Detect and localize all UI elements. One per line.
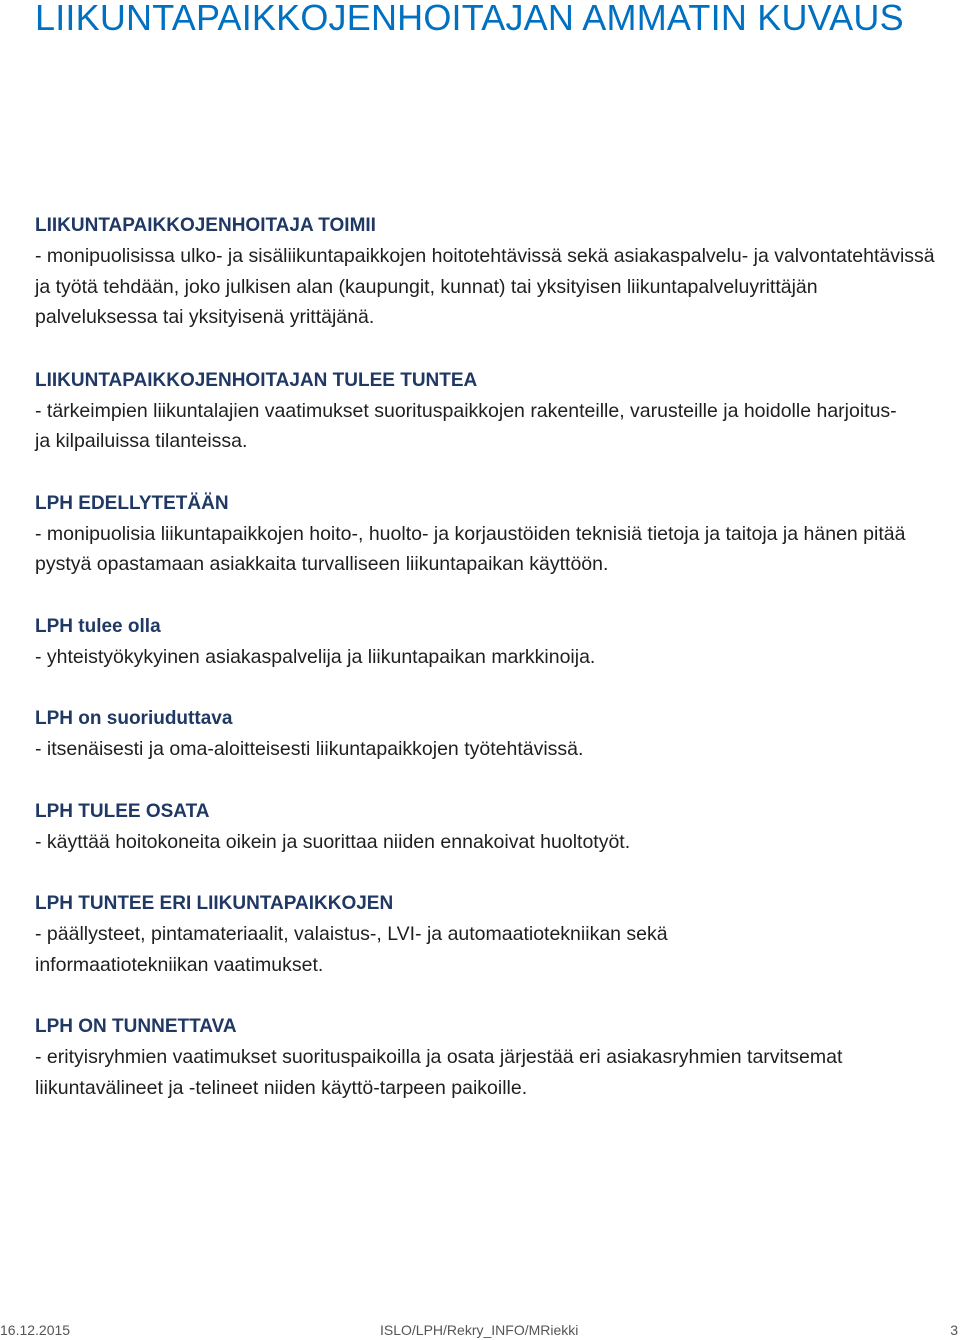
section-heading: LIIKUNTAPAIKKOJENHOITAJAN TULEE TUNTEA <box>35 369 478 391</box>
section-heading: LIIKUNTAPAIKKOJENHOITAJA TOIMII <box>35 215 376 236</box>
footer-source: ISLO/LPH/Rekry_INFO/MRiekki <box>380 1322 579 1338</box>
section-body: - tärkeimpien liikuntalajien vaatimukset suorituspaikkojen rakenteille, varusteille ja hoidolle harjoitus- ja kilpailuissa tilanteissa. <box>35 399 897 452</box>
page-number: 3 <box>950 1322 958 1338</box>
footer-date: 16.12.2015 <box>0 1322 71 1338</box>
section-body: - käyttää hoitokoneita oikein ja suorittaa niiden ennakoivat huoltotyöt. <box>35 830 631 853</box>
section-body: - monipuolisia liikuntapaikkojen hoito-, huolto- ja korjaustöiden teknisiä tietoja ja taitoja ja hänen pitää pystyä opastamaan asiakkaita turvalliseen liikuntapaikan käyttöön. <box>35 522 906 575</box>
section-heading: LPH on suoriuduttava <box>35 708 233 729</box>
section-tulee-olla <box>35 611 955 673</box>
section-body: - monipuolisissa ulko- ja sisäliikuntapaikkojen hoitotehtävissä sekä asiakaspalvelu- ja valvontatehtävissä ja työtä tehdään, joko julkisen alan (kaupungit, kunnat) tai yksityisen liikuntapalveluyrittäjän palveluksessa tai yksityisenä yrittäjänä. <box>35 245 935 328</box>
section-heading: LPH EDELLYTETÄÄN <box>35 492 229 514</box>
section-edellytetaan <box>35 488 955 580</box>
section-heading: LPH ON TUNNETTAVA <box>35 1016 237 1037</box>
section-body: - päällysteet, pintamateriaalit, valaistus-, LVI- ja automaatiotekniikan sekä informaatiotekniikan vaatimukset. <box>35 923 668 976</box>
section-tunnettava <box>35 1011 955 1103</box>
section-heading: LPH tulee olla <box>35 615 161 637</box>
footer <box>0 1320 960 1340</box>
section-tulee-tuntea <box>35 365 955 457</box>
section-body: - yhteistyökykyinen asiakaspalvelija ja liikuntapaikan markkinoija. <box>35 645 596 668</box>
section-body: - erityisryhmien vaatimukset suorituspaikoilla ja osata järjestää eri asiakasryhmien tarvitsemat liikuntavälineet ja -telineet niiden käyttö-tarpeen paikoille. <box>35 1046 843 1099</box>
section-tulee-osata <box>35 796 955 858</box>
section-body: - itsenäisesti ja oma-aloitteisesti liikuntapaikkojen työtehtävissä. <box>35 738 584 760</box>
section-heading: LPH TULEE OSATA <box>35 800 210 822</box>
section-tuntee-eri <box>35 888 955 980</box>
section-suoriuduttava <box>35 703 955 765</box>
page-title: LIIKUNTAPAIKKOJENHOITAJAN AMMATIN KUVAUS <box>35 0 904 38</box>
section-heading: LPH TUNTEE ERI LIIKUNTAPAIKKOJEN <box>35 893 394 914</box>
section-toimii <box>35 210 955 333</box>
content-sections <box>35 210 955 1103</box>
